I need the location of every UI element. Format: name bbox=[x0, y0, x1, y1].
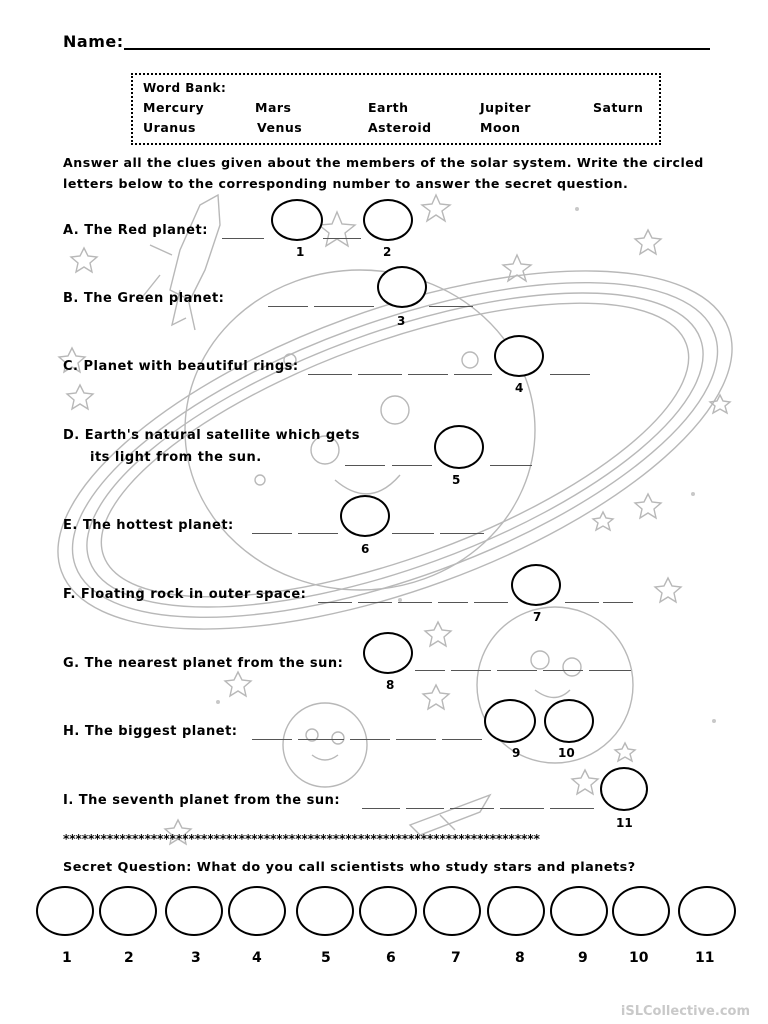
answer-blank[interactable] bbox=[429, 306, 473, 307]
letter-circle-1[interactable] bbox=[271, 199, 323, 241]
answer-number: 3 bbox=[191, 950, 201, 966]
answer-blank[interactable] bbox=[358, 602, 392, 603]
answer-number: 1 bbox=[62, 950, 72, 966]
separator-line: **************************************************************************** bbox=[63, 832, 540, 846]
answer-number: 9 bbox=[578, 950, 588, 966]
word-bank-word: Earth bbox=[368, 100, 409, 115]
answer-blank[interactable] bbox=[589, 670, 631, 671]
letter-circle-3[interactable] bbox=[377, 266, 427, 308]
answer-blank[interactable] bbox=[350, 739, 390, 740]
secret-question: Secret Question: What do you call scientists who study stars and planets? bbox=[63, 860, 636, 875]
word-bank-title: Word Bank: bbox=[143, 81, 227, 95]
answer-blank[interactable] bbox=[392, 465, 432, 466]
letter-circle-8[interactable] bbox=[363, 632, 413, 674]
circle-number: 1 bbox=[296, 245, 305, 259]
answer-blank[interactable] bbox=[450, 808, 494, 809]
answer-blank[interactable] bbox=[362, 808, 400, 809]
answer-number: 5 bbox=[321, 950, 331, 966]
word-bank-word: Asteroid bbox=[368, 120, 432, 135]
letter-circle-5[interactable] bbox=[434, 425, 484, 469]
answer-blank[interactable] bbox=[415, 670, 445, 671]
answer-circle-1[interactable] bbox=[36, 886, 94, 936]
answer-number: 6 bbox=[386, 950, 396, 966]
circle-number: 9 bbox=[512, 746, 521, 760]
answer-blank[interactable] bbox=[396, 739, 436, 740]
answer-number: 7 bbox=[451, 950, 461, 966]
answer-circle-6[interactable] bbox=[359, 886, 417, 936]
word-bank-box bbox=[131, 73, 661, 145]
answer-circle-8[interactable] bbox=[487, 886, 545, 936]
answer-blank[interactable] bbox=[497, 670, 537, 671]
answer-blank[interactable] bbox=[252, 533, 292, 534]
answer-circle-9[interactable] bbox=[550, 886, 608, 936]
circle-number: 4 bbox=[515, 381, 524, 395]
clue-d-text: D. Earth's natural satellite which gets bbox=[63, 428, 360, 443]
clue-a-text: A. The Red planet: bbox=[63, 223, 208, 238]
answer-circle-4[interactable] bbox=[228, 886, 286, 936]
answer-blank[interactable] bbox=[222, 238, 264, 239]
answer-number: 8 bbox=[515, 950, 525, 966]
answer-blank[interactable] bbox=[442, 739, 482, 740]
answer-circle-10[interactable] bbox=[612, 886, 670, 936]
answer-blank[interactable] bbox=[308, 374, 352, 375]
letter-circle-2[interactable] bbox=[363, 199, 413, 241]
answer-blank[interactable] bbox=[252, 739, 292, 740]
letter-circle-10[interactable] bbox=[544, 699, 594, 743]
answer-number: 10 bbox=[629, 950, 649, 966]
answer-blank[interactable] bbox=[565, 602, 599, 603]
clue-b-text: B. The Green planet: bbox=[63, 291, 225, 306]
answer-blank[interactable] bbox=[298, 533, 338, 534]
answer-blank[interactable] bbox=[406, 808, 444, 809]
clue-d-text-2: its light from the sun. bbox=[90, 450, 262, 465]
answer-blank[interactable] bbox=[438, 602, 468, 603]
answer-blank[interactable] bbox=[398, 602, 432, 603]
circle-number: 5 bbox=[452, 473, 461, 487]
letter-circle-11[interactable] bbox=[600, 767, 648, 811]
name-input-line[interactable] bbox=[124, 48, 710, 50]
answer-blank[interactable] bbox=[314, 306, 374, 307]
clue-g-text: G. The nearest planet from the sun: bbox=[63, 656, 344, 671]
letter-circle-6[interactable] bbox=[340, 495, 390, 537]
answer-blank[interactable] bbox=[474, 602, 508, 603]
word-bank-word: Mars bbox=[255, 100, 292, 115]
letter-circle-7[interactable] bbox=[511, 564, 561, 606]
rocket-icon bbox=[140, 195, 220, 330]
circle-number: 3 bbox=[397, 314, 406, 328]
circle-number: 7 bbox=[533, 610, 542, 624]
word-bank-word: Jupiter bbox=[480, 100, 531, 115]
watermark: iSLCollective.com bbox=[620, 1004, 750, 1019]
clue-i-text: I. The seventh planet from the sun: bbox=[63, 793, 341, 808]
circle-number: 8 bbox=[386, 678, 395, 692]
answer-circle-11[interactable] bbox=[678, 886, 736, 936]
answer-blank[interactable] bbox=[408, 374, 448, 375]
word-bank-word: Moon bbox=[480, 120, 521, 135]
answer-blank[interactable] bbox=[550, 374, 590, 375]
answer-blank[interactable] bbox=[323, 238, 361, 239]
instructions-line: letters below to the corresponding number to answer the secret question. bbox=[63, 176, 629, 191]
answer-blank[interactable] bbox=[440, 533, 484, 534]
answer-blank[interactable] bbox=[345, 465, 385, 466]
circle-number: 10 bbox=[558, 746, 575, 760]
answer-number: 11 bbox=[695, 950, 715, 966]
answer-circle-2[interactable] bbox=[99, 886, 157, 936]
answer-blank[interactable] bbox=[500, 808, 544, 809]
word-bank-word: Uranus bbox=[143, 120, 196, 135]
letter-circle-9[interactable] bbox=[484, 699, 536, 743]
circle-number: 2 bbox=[383, 245, 392, 259]
circle-number: 11 bbox=[616, 816, 633, 830]
instructions-line: Answer all the clues given about the members of the solar system. Write the circled bbox=[63, 155, 704, 170]
answer-blank[interactable] bbox=[358, 374, 402, 375]
answer-number: 4 bbox=[252, 950, 262, 966]
clue-e-text: E. The hottest planet: bbox=[63, 518, 234, 533]
answer-blank[interactable] bbox=[454, 374, 492, 375]
answer-blank[interactable] bbox=[490, 465, 532, 466]
answer-blank[interactable] bbox=[550, 808, 594, 809]
answer-circle-5[interactable] bbox=[296, 886, 354, 936]
word-bank-word: Venus bbox=[257, 120, 303, 135]
word-bank-word: Mercury bbox=[143, 100, 205, 115]
answer-blank[interactable] bbox=[298, 739, 344, 740]
answer-number: 2 bbox=[124, 950, 134, 966]
clue-h-text: H. The biggest planet: bbox=[63, 724, 238, 739]
answer-circle-3[interactable] bbox=[165, 886, 223, 936]
letter-circle-4[interactable] bbox=[494, 335, 544, 377]
answer-blank[interactable] bbox=[451, 670, 491, 671]
answer-circle-7[interactable] bbox=[423, 886, 481, 936]
answer-blank[interactable] bbox=[543, 670, 583, 671]
circle-number: 6 bbox=[361, 542, 370, 556]
clue-f-text: F. Floating rock in outer space: bbox=[63, 587, 307, 602]
moon-face-icon bbox=[283, 703, 367, 787]
answer-blank[interactable] bbox=[268, 306, 308, 307]
clue-c-text: C. Planet with beautiful rings: bbox=[63, 359, 299, 374]
name-label: Name: bbox=[63, 32, 124, 51]
word-bank-word: Saturn bbox=[593, 100, 644, 115]
answer-blank[interactable] bbox=[318, 602, 352, 603]
answer-blank[interactable] bbox=[392, 533, 434, 534]
answer-blank[interactable] bbox=[603, 602, 633, 603]
